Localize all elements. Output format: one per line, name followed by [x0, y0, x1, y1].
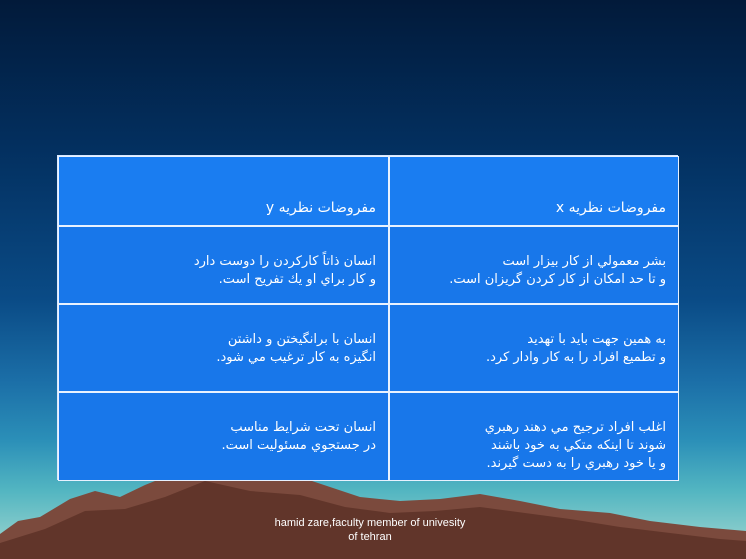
row-3-theory-x-text: اغلب افراد ترجيح مي دهند رهبري شوند تا اينكه متكي به خود باشند و يا خود رهبري را به دست گيرند. [484, 420, 666, 471]
footer-credit-line-2: of tehran [348, 531, 392, 543]
row-1-theory-y-text: انسان ذاتاً كاركردن را دوست دارد و كار براي او يك تفريح است. [193, 254, 376, 287]
row-2-theory-y [58, 304, 389, 392]
row-3-theory-y [58, 392, 389, 481]
theory-comparison-table [57, 155, 678, 480]
row-2-theory-x [389, 304, 679, 392]
row-1-theory-x-text: بشر معمولي از كار بيزار است و تا حد امكان از كار كردن گريزان است. [449, 254, 666, 287]
header-theory-x [389, 156, 679, 226]
row-1-theory-x [389, 226, 679, 304]
row-2-theory-x-text: به همين جهت بايد با تهديد و تطميع افراد را به كار وادار كرد. [485, 332, 666, 365]
row-2-theory-y-text: انسان با برانگيختن و داشتن انگيزه به كار ترغيب مي شود. [216, 332, 376, 365]
footer-credit-line-1: hamid zare,faculty member of univesity [274, 517, 466, 529]
header-theory-y-label: مفروضات نظریه y [265, 200, 376, 216]
footer-credit [255, 516, 485, 544]
header-theory-x-label: مفروضات نظریه x [555, 200, 666, 216]
row-3-theory-x [389, 392, 679, 481]
row-1-theory-y [58, 226, 389, 304]
row-3-theory-y-text: انسان تحت شرايط مناسب در جستجوي مسئوليت است. [221, 420, 376, 453]
header-theory-y [58, 156, 389, 226]
